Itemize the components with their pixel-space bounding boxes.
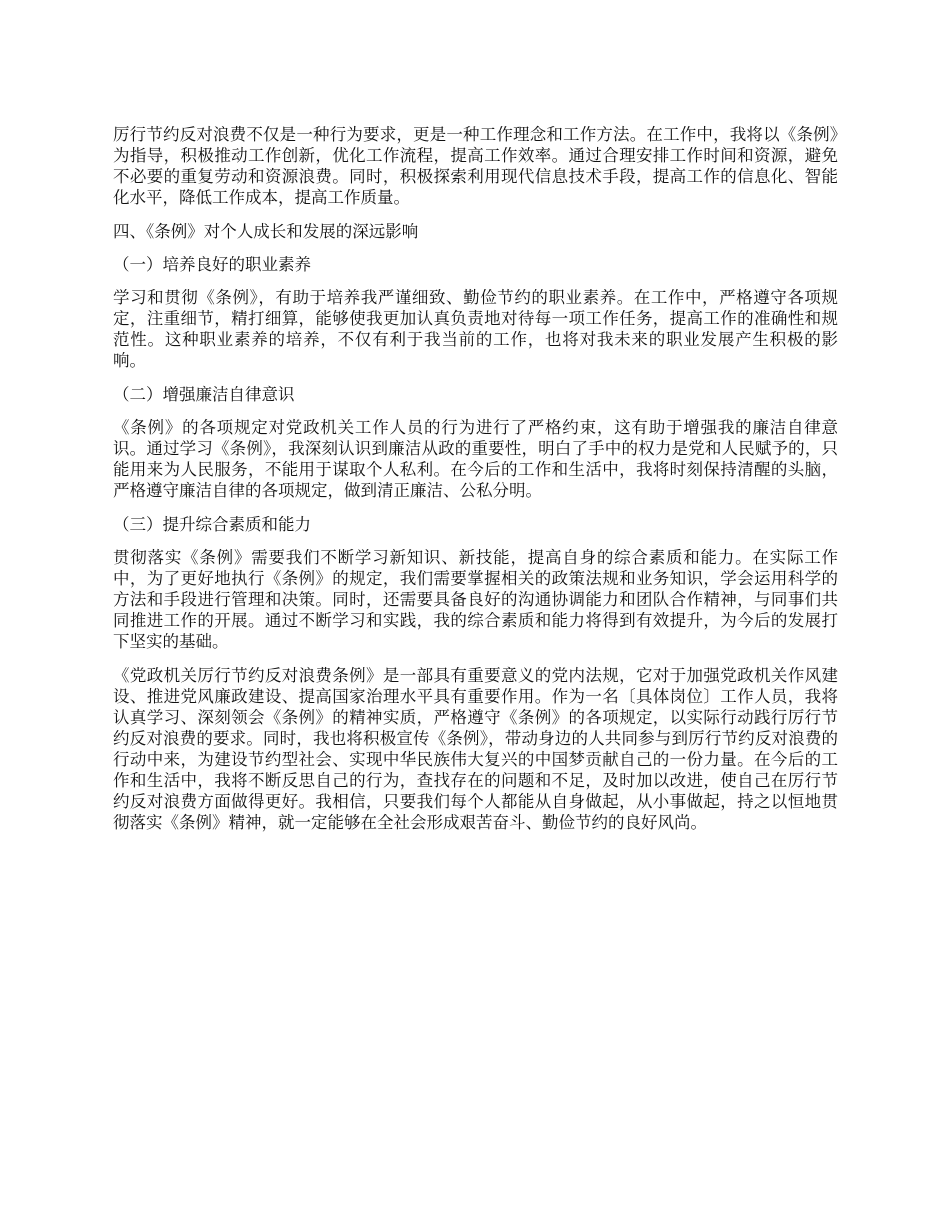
subheading-comprehensive-ability: （三）提升综合素质和能力: [113, 515, 311, 534]
paragraph-conclusion: 《党政机关厉行节约反对浪费条例》是一部具有重要意义的党内法规，它对于加强党政机关作风建设、推进党风廉政建设、提高国家治理水平具有重要作用。作为一名〔具体岗位〕工作人员，我将认真学习、深刻领会《条例》的精神实质，严格遵守《条例》的各项规定，以实际行动践行厉行节约反对浪费的要求。同时，我也将积极宣传《条例》，带动身边的人共同参与到厉行节约反对浪费的行动中来，为建设节约型社会、实现中华民族伟大复兴的中国梦贡献自己的一份力量。在今后的工作和生活中，我将不断反思自己的行为，查找存在的问题和不足，及时加以改进，使自己在厉行节约反对浪费方面做得更好。我相信，只要我们每个人都能从自身做起，从小事做起，持之以恒地贯彻落实《条例》精神，就一定能够在全社会形成艰苦奋斗、勤俭节约的良好风尚。: [113, 666, 838, 832]
paragraph-comprehensive-ability: 贯彻落实《条例》需要我们不断学习新知识、新技能，提高自身的综合素质和能力。在实际工作中，为了更好地执行《条例》的规定，我们需要掌握相关的政策法规和业务知识，学会运用科学的方法和手段进行管理和决策。同时，还需要具备良好的沟通协调能力和团队合作精神，与同事们共同推进工作的开展。通过不断学习和实践，我的综合素质和能力将得到有效提升，为今后的发展打下坚实的基础。: [113, 548, 838, 651]
paragraph-integrity: 《条例》的各项规定对党政机关工作人员的行为进行了严格约束，这有助于增强我的廉洁自律意识。通过学习《条例》，我深刻认识到廉洁从政的重要性，明白了手中的权力是党和人民赋予的，只能用来为人民服务，不能用于谋取个人私利。在今后的工作和生活中，我将时刻保持清醒的头脑，严格遵守廉洁自律的各项规定，做到清正廉洁、公私分明。: [113, 418, 838, 500]
paragraph-professional-quality: 学习和贯彻《条例》，有助于培养我严谨细致、勤俭节约的职业素养。在工作中，严格遵守各项规定，注重细节，精打细算，能够使我更加认真负责地对待每一项工作任务，提高工作的准确性和规范性。这种职业素养的培养，不仅有利于我当前的工作，也将对我未来的职业发展产生积极的影响。: [113, 288, 838, 370]
subheading-professional-quality: （一）培养良好的职业素养: [113, 255, 311, 274]
paragraph-work-method: 厉行节约反对浪费不仅是一种行为要求，更是一种工作理念和工作方法。在工作中，我将以《条例》为指导，积极推动工作创新，优化工作流程，提高工作效率。通过合理安排工作时间和资源，避免不必要的重复劳动和资源浪费。同时，积极探索利用现代信息技术手段，提高工作的信息化、智能化水平，降低工作成本，提高工作质量。: [113, 125, 838, 207]
document-page: [113, 124, 838, 846]
subheading-integrity: （二）增强廉洁自律意识: [113, 385, 295, 404]
section-heading-4: 四、《条例》对个人成长和发展的深远影响: [113, 222, 419, 241]
